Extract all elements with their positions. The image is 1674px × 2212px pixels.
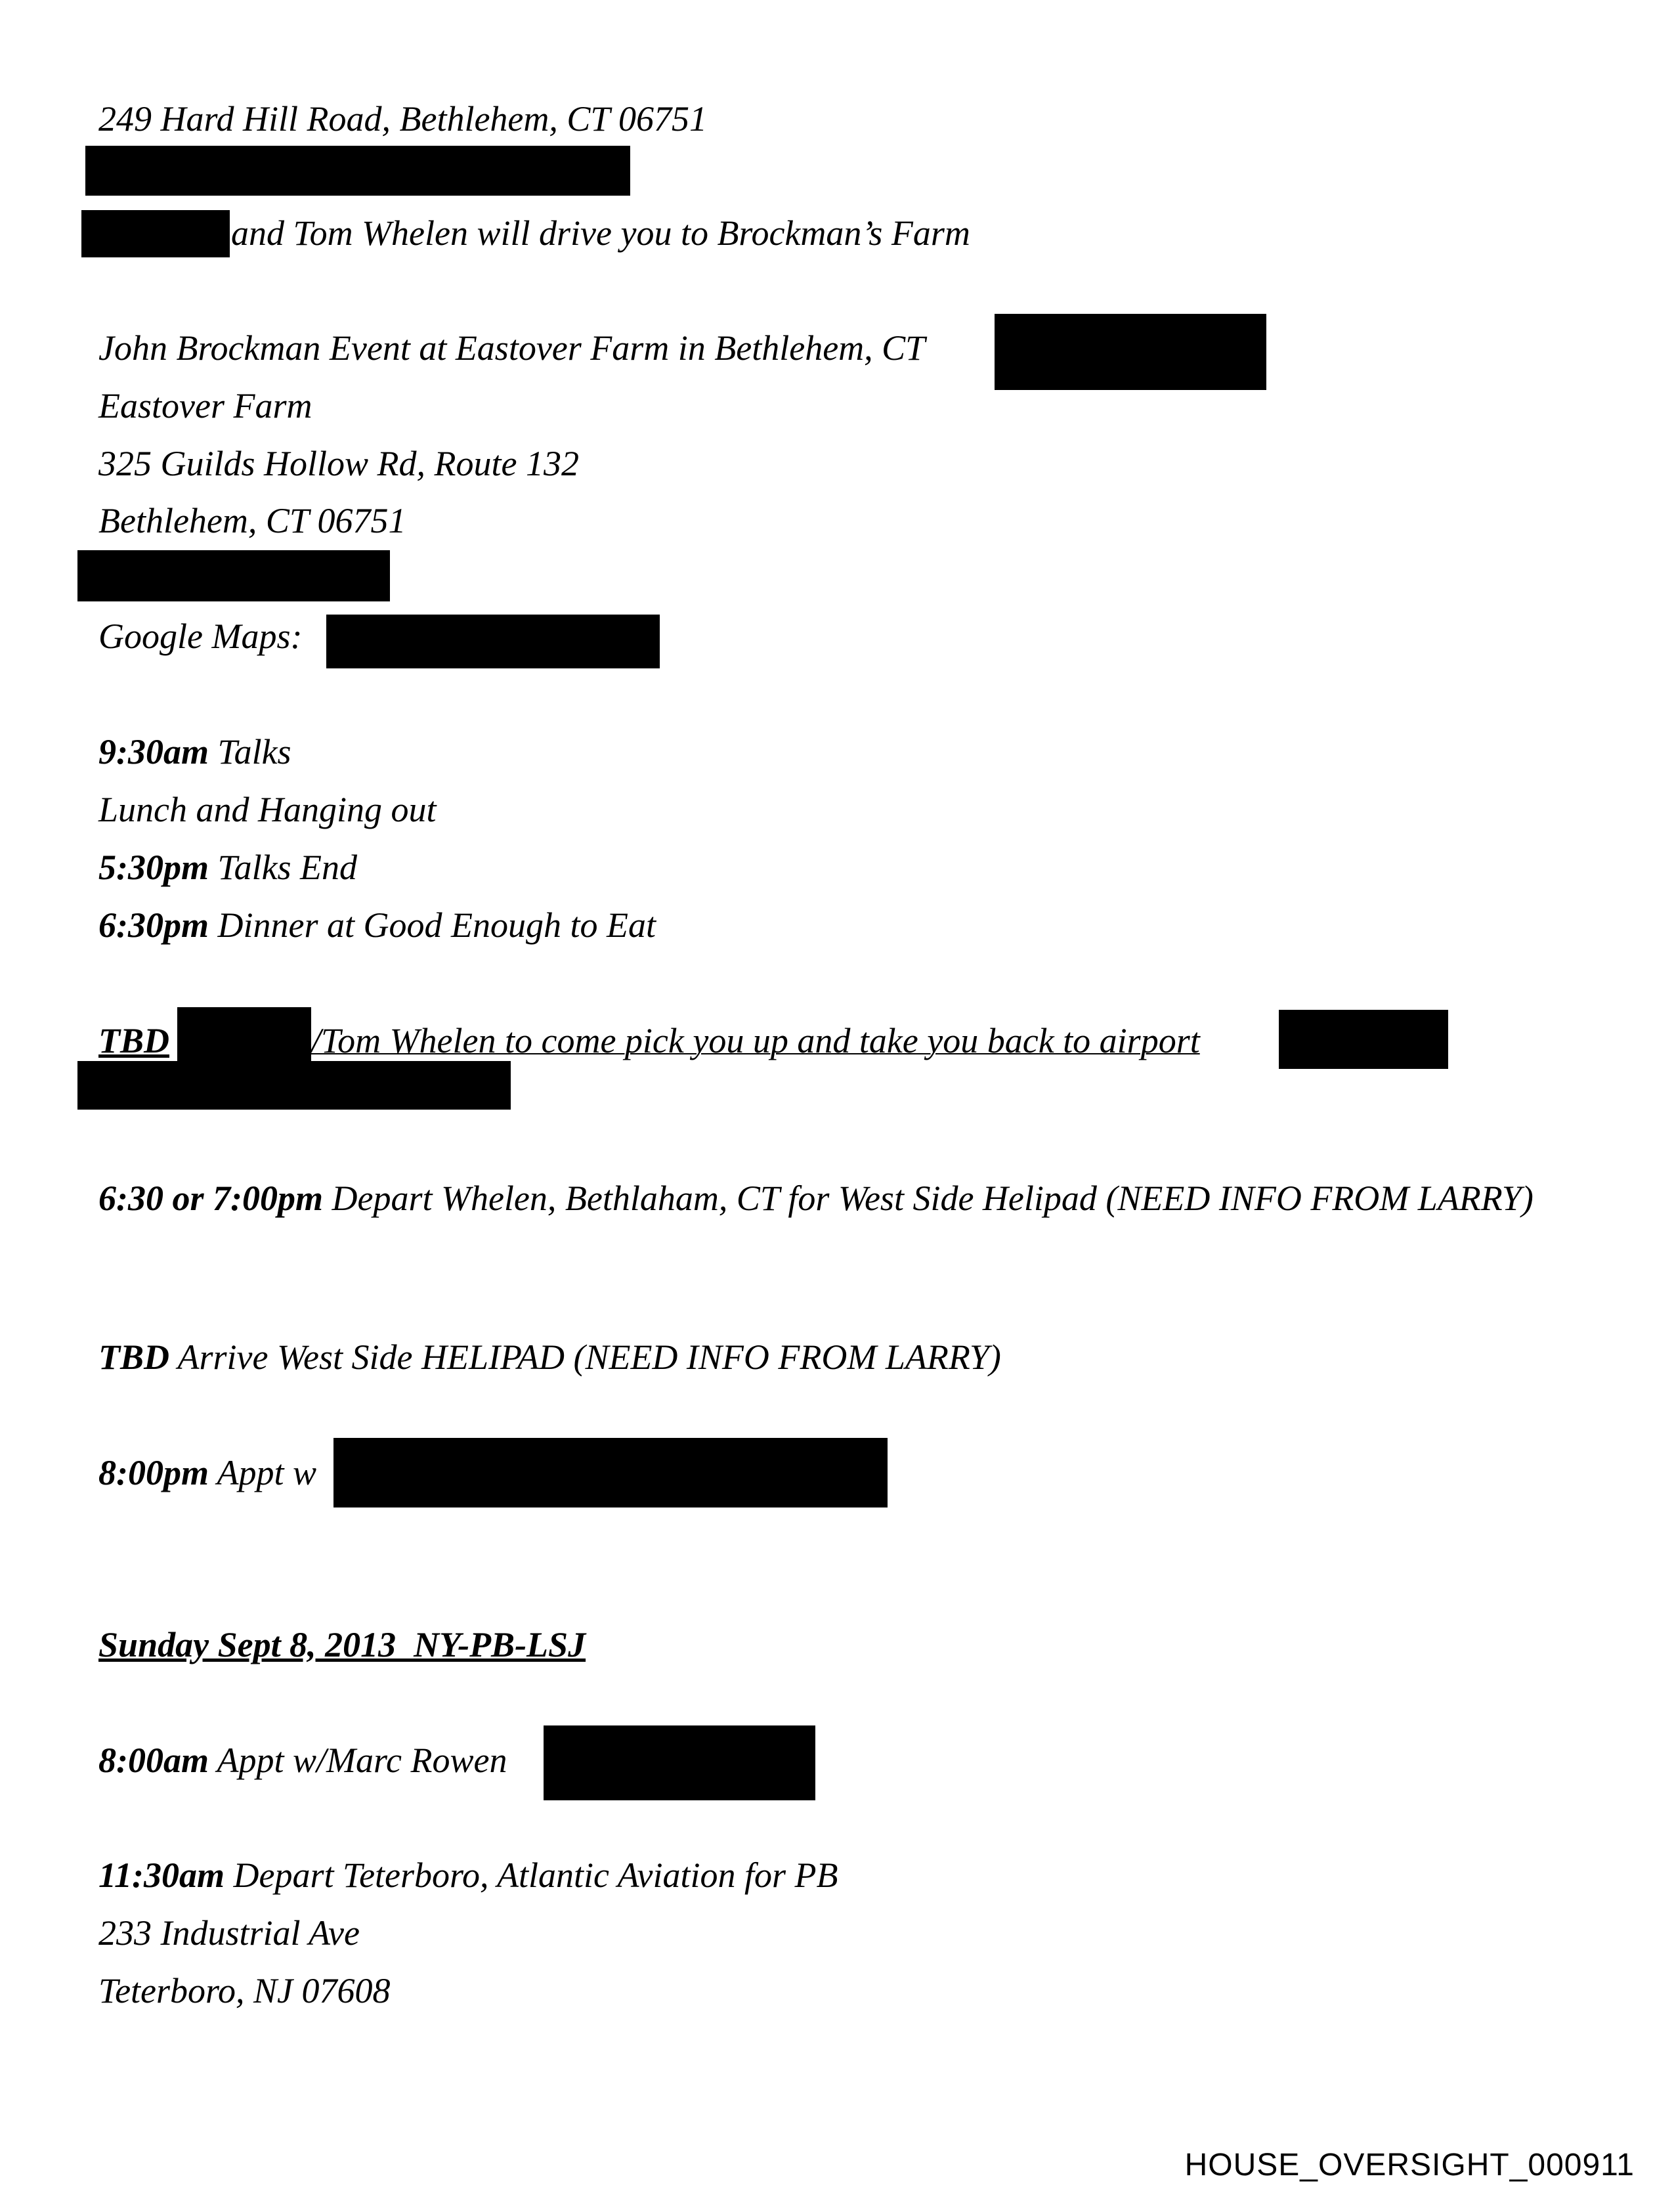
- schedule-time: 5:30pm: [98, 848, 209, 887]
- schedule-item-talks: [98, 730, 291, 773]
- pickup-time-label: TBD: [98, 1021, 169, 1060]
- address-line: 249 Hard Hill Road, Bethlehem, CT 06751: [98, 99, 707, 139]
- sunday-depart-time: 11:30am: [98, 1855, 225, 1895]
- sunday-depart-text: Depart Teterboro, Atlantic Aviation for PB: [225, 1855, 838, 1895]
- sunday-appt-time: 8:00am: [98, 1741, 209, 1780]
- schedule-text: Talks: [209, 732, 291, 771]
- redaction-block: [177, 1007, 311, 1061]
- pickup-time: [98, 1019, 169, 1062]
- appt-evening-time: 8:00pm: [98, 1453, 209, 1492]
- schedule-text: Dinner at Good Enough to Eat: [209, 905, 656, 945]
- schedule-item-dinner: [98, 903, 656, 947]
- depart-whelen-text: Depart Whelen, Bethlaham, CT for West Side Helipad (NEED INFO FROM LARRY): [322, 1179, 1534, 1218]
- sunday-street: 233 Industrial Ave: [98, 1913, 360, 1953]
- redaction-block: [77, 1061, 511, 1110]
- bates-number: HOUSE_OVERSIGHT_000911: [1184, 2148, 1635, 2182]
- redaction-block: [995, 314, 1266, 390]
- event-city: Bethlehem, CT 06751: [98, 501, 406, 540]
- redaction-block: [333, 1438, 888, 1507]
- schedule-text: Lunch and Hanging out: [98, 790, 437, 829]
- pickup-text-label: /Tom Whelen to come pick you up and take you back to airport: [311, 1021, 1200, 1060]
- redaction-block: [85, 146, 630, 196]
- arrive-helipad-item: [98, 1335, 1001, 1379]
- event-venue: Eastover Farm: [98, 386, 312, 425]
- pickup-text: [311, 1019, 1200, 1062]
- sunday-heading: [98, 1623, 586, 1666]
- depart-whelen-item: [98, 1177, 1543, 1220]
- schedule-time: 6:30pm: [98, 905, 209, 945]
- schedule-item-lunch: [98, 788, 437, 831]
- depart-whelen-time: 6:30 or 7:00pm: [98, 1179, 323, 1218]
- sunday-city: Teterboro, NJ 07608: [98, 1971, 391, 2010]
- arrive-helipad-time: TBD: [98, 1337, 169, 1377]
- redaction-block: [81, 210, 230, 257]
- redaction-block: [544, 1725, 815, 1800]
- schedule-time: 9:30am: [98, 732, 209, 771]
- sunday-depart-item: [98, 1854, 838, 1897]
- appt-evening-text: Appt w: [209, 1453, 317, 1492]
- arrive-helipad-text: Arrive West Side HELIPAD (NEED INFO FROM LARRY): [169, 1337, 1001, 1377]
- maps-label: Google Maps:: [98, 617, 303, 656]
- redaction-block: [77, 550, 390, 601]
- appt-evening-item: [98, 1451, 316, 1494]
- drive-line: and Tom Whelen will drive you to Brockman’s Farm: [231, 213, 970, 253]
- redaction-block: [1279, 1010, 1448, 1069]
- sunday-appt-text: Appt w/Marc Rowen: [209, 1741, 507, 1780]
- redaction-block: [326, 615, 660, 668]
- event-street: 325 Guilds Hollow Rd, Route 132: [98, 444, 579, 483]
- event-title: John Brockman Event at Eastover Farm in Bethlehem, CT: [98, 328, 926, 368]
- sunday-appt-item: [98, 1739, 507, 1782]
- sunday-heading-text: Sunday Sept 8, 2013 NY-PB-LSJ: [98, 1625, 586, 1664]
- schedule-item-talks-end: [98, 846, 357, 889]
- schedule-text: Talks End: [209, 848, 358, 887]
